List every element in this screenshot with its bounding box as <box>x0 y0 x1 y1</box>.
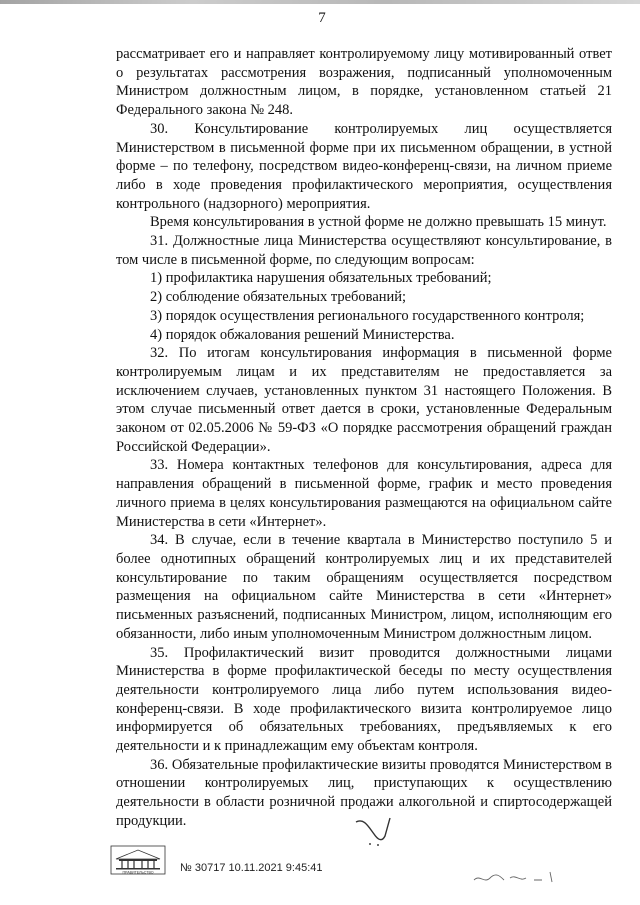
list-item: 1) профилактика нарушения обязательных требований; <box>150 270 492 287</box>
paragraph-30-time: Время консультирования в устной форме не должно превышать 15 минут. <box>150 214 607 231</box>
paragraph-35: 35. Профилактический визит проводится должностными лицами Министерства в форме профилактической беседы по месту осуществления деятельности контролируемого лица либо путем использования видео-конференц-связи. В ходе профилактического визита контролируемое лицо информируется об обязательных требованиях, предъявляемых к его деятельности и к принадлежащим ему объектам контроля. <box>116 644 612 755</box>
handwritten-initials <box>470 868 580 888</box>
paragraph-30: 30. Консультирование контролируемых лиц осуществляется Министерством в письменной форме при их письменном обращении, в устной форме – по телефону, посредством видео-конференц-связи, на личном приеме либо в ходе проведения профилактического мероприятия, осуществления контрольного (надзорного) мероприятия. <box>116 120 612 212</box>
government-stamp-logo <box>110 845 166 875</box>
paragraph-36: 36. Обязательные профилактические визиты проводятся Министерством в отношении контролируемых лиц, приступающих к осуществлению деятельности в области розничной продажи алкогольной и спиртосодержащей продукции. <box>116 756 612 829</box>
paragraph-31: 31. Должностные лица Министерства осуществляют консультирование, в том числе в письменной форме, по следующим вопросам: <box>116 233 612 268</box>
document-body <box>116 45 612 831</box>
list-item: 4) порядок обжалования решений Министерства. <box>150 326 455 343</box>
scan-top-edge <box>0 0 640 4</box>
stamp-text: ПРАВИТЕЛЬСТВО <box>122 870 154 875</box>
list-item: 3) порядок осуществления регионального государственного контроля; <box>150 307 585 324</box>
paragraph-continuation: рассматривает его и направляет контролируемому лицу мотивированный ответ о результатах рассмотрения возражения, подписанный уполномоченным Министром должностным лицом, в порядке, установленном статьей 21 Федерального закона № 248. <box>116 46 612 119</box>
signature-mark <box>352 812 402 848</box>
paragraph-34: 34. В случае, если в течение квартала в Министерство поступило 5 и более однотипных обращений контролируемых лиц и их представителей консультирование по таким обращениям осуществляется посредством размещения на официальном сайте Министерства в сети «Интернет» письменных разъяснений, подписанных Министром, лицом, исполняющим его обязанности, либо иным уполномоченным Министром должностным лицом. <box>116 532 612 642</box>
page-number: 7 <box>318 10 326 26</box>
document-registration-number: № 30717 10.11.2021 9:45:41 <box>180 862 323 874</box>
list-item: 2) соблюдение обязательных требований; <box>150 289 407 306</box>
paragraph-33: 33. Номера контактных телефонов для консультирования, адреса для направления обращений в письменной форме, график и место проведения личного приема в целях консультирования размещаются на официальном сайте Министерства в сети «Интернет». <box>116 457 612 530</box>
paragraph-32: 32. По итогам консультирования информация в письменной форме контролируемым лицам и их представителям не предоставляется за исключением случаев, установленных пунктом 31 настоящего Положения. В этом случае письменный ответ дается в сроки, установленные Федеральным законом от 02.05.2006 № 59-ФЗ «О порядке рассмотрения обращений граждан Российской Федерации». <box>116 345 612 455</box>
